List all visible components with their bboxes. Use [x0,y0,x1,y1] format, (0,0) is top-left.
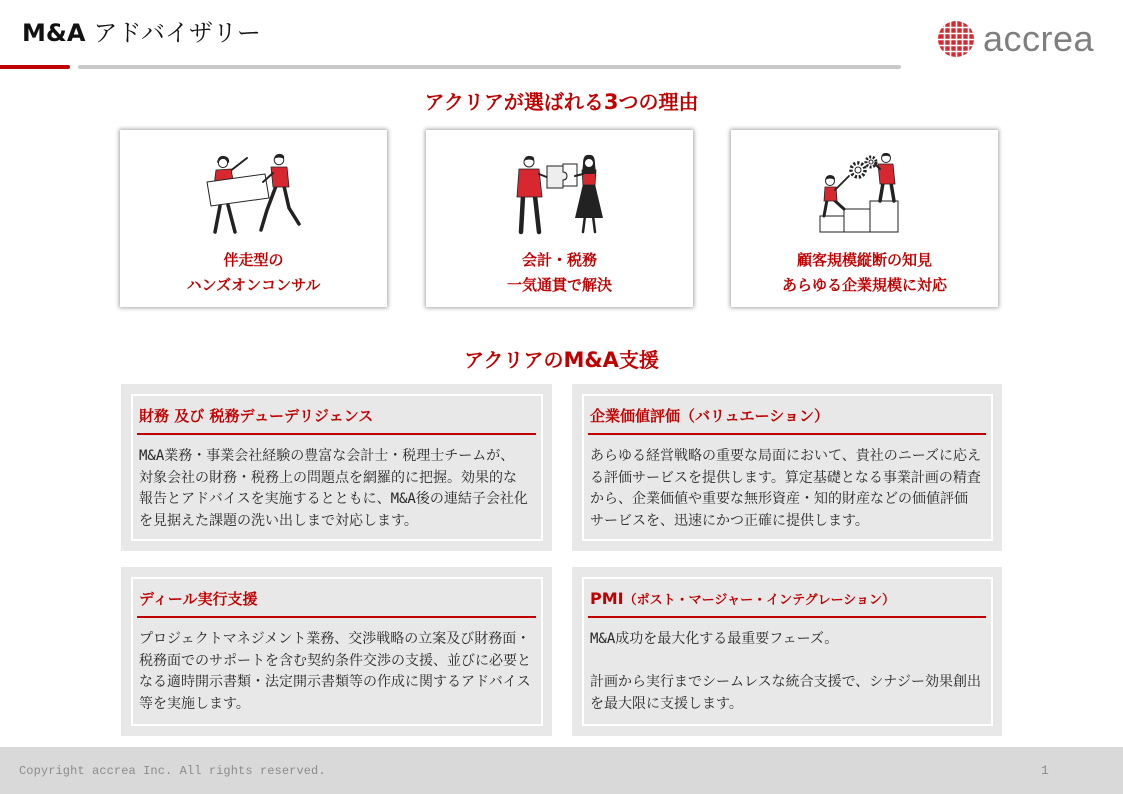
service-description-line: を最大限に支援します。 [590,695,743,712]
gears [851,157,876,177]
reason-card-line: 一気通貫で解決 [506,276,612,294]
service-title-underline [137,616,536,618]
service-description-line: あらゆる経営戦略の重要な局面において、貴社のニーズに応え [590,448,982,464]
stair-step-high [870,201,898,232]
team-carrying-board-illustration-icon [203,152,303,236]
reason-card-line: ハンズオンコンサル [186,276,321,294]
reasons-title-prefix: アクリアが選ばれる [424,90,604,114]
service-box-valuation [572,384,1002,551]
services-title-prefix: アクリアの [464,348,564,372]
service-title: 財務 及び 税務デューデリジェンス [139,407,374,425]
girl-legs [824,200,844,216]
service-description-line: M&A業務・事業会社経験の豊富な会計士・税理士チームが、 [139,448,515,464]
man-reaching-figure [875,153,895,201]
man-legs [521,196,539,232]
reasons-title-suffix: つの理由 [618,90,699,114]
accrea-logo-mark-icon [937,20,975,58]
service-title: 企業価値評価（バリュエーション） [590,407,829,425]
woman-head [585,159,594,168]
service-title-main: PMI [590,589,624,608]
reason-card-accounting-tax [426,130,693,307]
service-description-line: る評価サービスを提供します。算定基礎となる事業計画の精査 [590,469,981,486]
reason-card-line: 伴走型の [223,251,284,269]
woman-head [218,158,227,167]
services-title-suffix: 支援 [618,348,659,372]
man-with-puzzle-figure [517,156,549,232]
service-box-due-diligence [121,384,552,551]
reason-card-line: 会計・税務 [521,251,597,269]
stair-step-middle [844,209,870,232]
logo-dot-grid [937,20,975,58]
service-description-line: から、企業価値や重要な無形資産・知的財産などの価値評価 [590,491,968,507]
service-description-line: M&A成功を最大化する最重要フェーズ。 [590,631,839,647]
man-red-shirt [878,164,895,184]
reason-card-hands-on [120,130,387,307]
services-section-title [0,346,1123,374]
service-title-underline [588,433,986,435]
service-panel [582,577,993,726]
copyright-notice: Copyright accrea Inc. All rights reserved. [19,764,326,778]
service-title: ディール実行支援 [139,590,258,608]
woman-with-puzzle-figure [575,155,603,232]
puzzle-pieces [547,164,577,188]
page-title-en: M&A [22,19,86,47]
service-panel [582,394,993,541]
service-title-underline [588,616,986,618]
page-number: 1 [1041,763,1049,778]
service-description-line: 報告とアドバイスを実施するとともに、M&A後の連結子会社化 [139,491,528,507]
reason-card-company-size [731,130,998,307]
reason-card-text [426,248,693,298]
reason-card-line: 顧客規模縦断の知見 [796,251,932,269]
reasons-title-number: 3 [603,90,619,114]
service-description-line [590,651,981,673]
service-description [590,629,981,715]
service-title-sub: （ポスト・マージャー・インテグレーション） [623,593,896,608]
service-description-line: 対象会社の財務・税務上の問題点を網羅的に把握。効果的な [139,469,517,486]
header-accent-rule [0,65,70,69]
service-description-line: 税務面でのサポートを含む契約条件交渉の支援、並びに必要と [139,652,531,669]
footer-bar [0,747,1123,794]
service-box-deal-execution [121,567,552,736]
gear-small-hub [869,160,873,164]
service-description [139,446,528,532]
service-title-underline [137,433,536,435]
service-description-line: 等を実施します。 [139,695,250,712]
girl-arm [835,176,849,190]
service-description-line: を見据えた課題の洗い出しまで対応します。 [139,512,418,529]
woman-black-skirt [575,184,603,218]
man-red-shirt [517,169,542,197]
service-description-line: 計画から実行までシームレスな統合支援で、シナジー効果創出 [590,674,982,690]
reason-card-text [731,248,998,298]
service-description-line: サービスを、迅速にかつ正確に提供します。 [590,512,869,529]
header-divider-rule [78,65,901,69]
reason-card-line: あらゆる企業規模に対応 [781,276,947,294]
service-panel [131,394,543,541]
service-title [590,589,895,611]
puzzle-pieces-illustration-icon [509,152,609,236]
services-title-highlight: M&A [563,348,619,372]
woman-raised-arm [229,158,247,172]
service-description-line: プロジェクトマネジメント業務、交渉戦略の立案及び財務面・ [139,631,531,647]
stairs-and-gears-illustration-icon [814,152,914,236]
reasons-section-title [0,88,1123,116]
service-panel [131,577,543,726]
service-description [139,629,531,715]
woman-legs [215,205,235,232]
service-box-pmi [572,567,1002,736]
gear-large-hub [855,167,861,173]
service-description-line: なる適時開示書類・法定開示書類等の作成に関するアドバイス [139,674,531,690]
service-description [590,446,981,532]
stair-step-low [820,216,844,232]
page-title [22,17,261,49]
woman-legs [583,216,595,232]
page-title-jp: アドバイザリー [93,19,261,47]
stairs [820,201,898,232]
logo-wordmark: accrea [983,18,1095,59]
accrea-logo [937,19,1094,59]
man-legs [880,183,894,201]
man-red-shirt [271,167,289,187]
reason-card-text [120,248,387,298]
